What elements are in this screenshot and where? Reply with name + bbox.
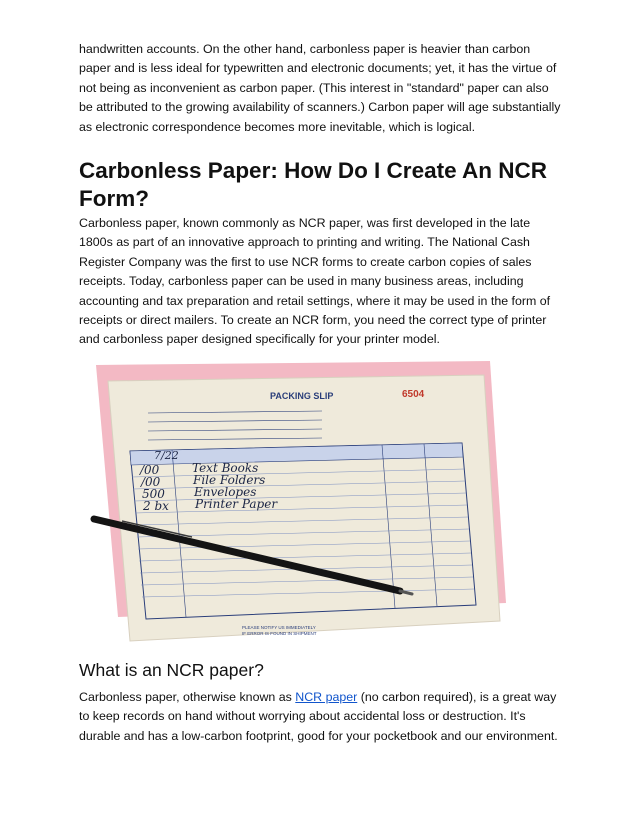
handwritten-item: Printer Paper: [195, 497, 278, 511]
paragraph-line: 1800s as part of an innovative approach to printing and writing. The National Cash: [79, 235, 530, 250]
footer-note: PLEASE NOTIFY US IMMEDIATELY: [242, 625, 316, 630]
handwritten-qty: /00: [140, 463, 160, 477]
handwritten-item: File Folders: [193, 473, 266, 487]
footer-note: IF ERROR IS FOUND IN SHIPMENT: [242, 631, 317, 636]
heading-line: Form?: [79, 186, 149, 211]
handwritten-item: Text Books: [192, 461, 259, 475]
paragraph-line: Register Company was the first to use NCR forms to create carbon copies of sales: [79, 254, 532, 269]
paragraph-line: not being as inconvenient as carbon paper. (This interest in "standard" paper can also: [79, 80, 549, 95]
handwritten-qty: 500: [142, 487, 165, 501]
ncr-paper-link[interactable]: NCR paper: [295, 690, 358, 704]
intro-paragraph: [79, 40, 571, 137]
handwritten-qty: 2 bx: [143, 499, 169, 513]
handwritten-item: Envelopes: [194, 485, 257, 499]
paragraph-line: as electronic correspondence becomes more inevitable, which is logical.: [79, 119, 476, 134]
section-heading-what-is-ncr: What is an NCR paper?: [79, 660, 264, 680]
paragraph-line: durable and has a low-carbon footprint, good for your pocketbook and our environment.: [79, 728, 558, 743]
packing-slip-photo: [82, 355, 560, 655]
paragraph-line: Carbonless paper, known commonly as NCR paper, was first developed in the late: [79, 216, 531, 230]
ncr-definition-paragraph: [79, 688, 571, 746]
form-title: PACKING SLIP: [270, 391, 334, 401]
handwritten-qty: /00: [141, 475, 161, 489]
paragraph-line: [79, 688, 571, 707]
section-heading-create-ncr-form: [79, 157, 579, 213]
paragraph-line: paper and is less ideal for typewritten and electronic documents; yet, it has the virtue of: [79, 61, 557, 76]
paragraph-line: receipts. Today, carbonless paper can be used in many business areas, including: [79, 274, 524, 289]
handwritten-date: 7/22: [154, 449, 179, 462]
paragraph-line: receipts or direct mailers. To create an NCR form, you need the correct type of printer: [79, 313, 547, 328]
paragraph-line: accounting and tax preparation and retail settings, where it may be used in the form of: [79, 293, 551, 308]
text-run: (no carbon required), is a great way: [357, 690, 557, 704]
form-number: 6504: [402, 389, 425, 400]
paragraph-line: to keep records on hand without worrying about accidental loss or destruction. It's: [79, 709, 526, 724]
packing-slip-illustration: [82, 355, 560, 655]
heading-line: Carbonless Paper: How Do I Create An NCR: [79, 158, 548, 183]
text-run: Carbonless paper, otherwise known as: [79, 690, 296, 704]
paragraph-line: be attributed to the growing availability of scanners.) Carbon paper will age substantially: [79, 100, 561, 115]
ncr-history-paragraph: [79, 214, 571, 350]
paragraph-line: handwritten accounts. On the other hand, carbonless paper is heavier than carbon: [79, 42, 531, 56]
paragraph-line: and carbonless paper designed specifically for your printer model.: [79, 332, 440, 347]
